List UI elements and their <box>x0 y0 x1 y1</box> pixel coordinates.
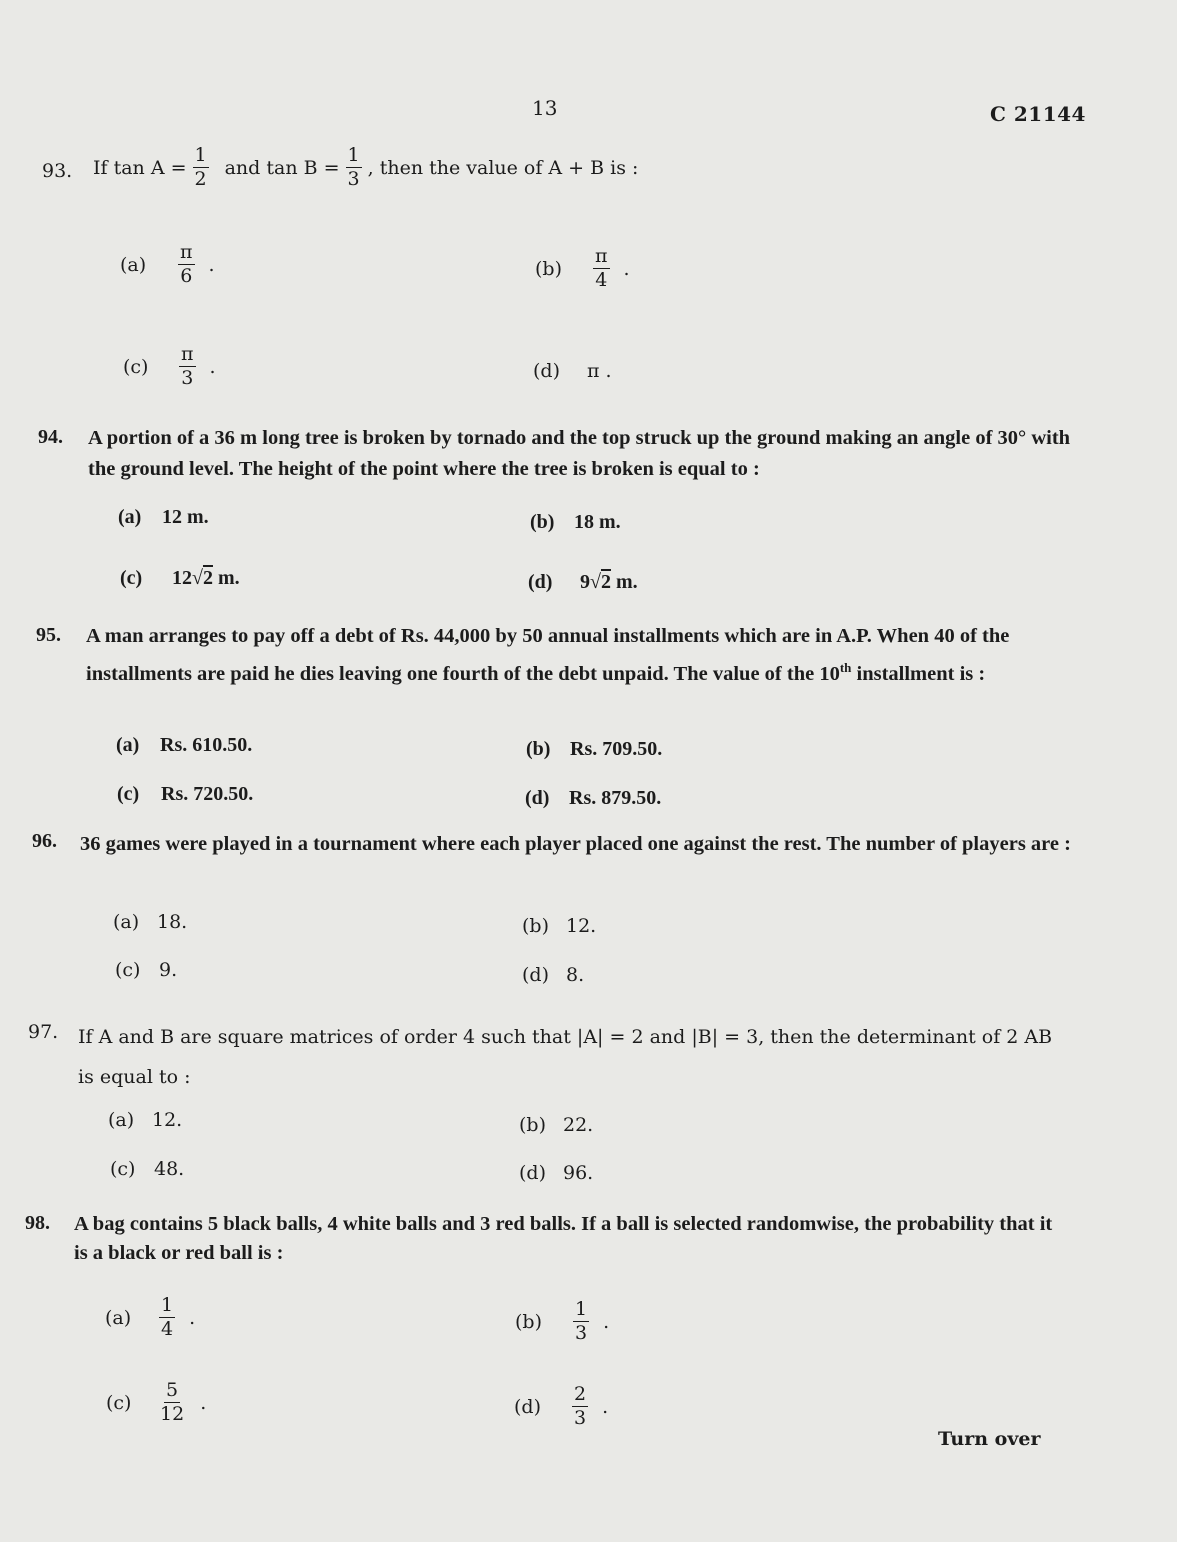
q93-part1: If tan A = <box>93 156 187 179</box>
question-number-95: 95. <box>36 624 61 646</box>
q93-option-d[interactable]: (d) π . <box>533 360 612 382</box>
q97-option-d[interactable]: (d) 96. <box>519 1162 594 1184</box>
q98-option-c[interactable]: (c) $\frac{5}{12}$ . <box>106 1379 207 1425</box>
page-number: 13 <box>532 96 558 120</box>
q94-option-a[interactable]: (a) 12 m. <box>118 506 209 528</box>
q98-option-a[interactable]: (a) $\frac{1}{4}$ . <box>105 1294 196 1340</box>
q95-option-c[interactable]: (c) Rs. 720.50. <box>117 783 254 805</box>
question-97-text: If A and B are square matrices of order 4 such that |A| = 2 and |B| = 3, then the determinant of 2 AB is equal to : <box>78 1026 1053 1088</box>
q97-option-b[interactable]: (b) 22. <box>519 1114 594 1136</box>
question-number-97: 97. <box>28 1021 59 1043</box>
q98-option-b[interactable]: (b) $\frac{1}{3}$ . <box>515 1298 610 1344</box>
q94-option-d[interactable]: (d) 9√2 m. <box>528 571 638 593</box>
q93-option-b[interactable]: (b) $\frac{\pi}{4}$ . <box>535 245 630 291</box>
q96-option-d[interactable]: (d) 8. <box>522 964 585 986</box>
q97-option-a[interactable]: (a) 12. <box>108 1109 183 1131</box>
q93-option-a[interactable]: (a) $\frac{\pi}{6}$ . <box>120 241 215 287</box>
q95-option-d[interactable]: (d) Rs. 879.50. <box>525 787 662 809</box>
question-number-94: 94. <box>38 426 63 448</box>
question-number-93: 93. <box>42 160 73 182</box>
q95-option-a[interactable]: (a) Rs. 610.50. <box>116 734 253 756</box>
q93-frac-a: $\frac{1}{2}$ <box>194 144 207 190</box>
question-93-text <box>93 146 638 189</box>
q96-option-c[interactable]: (c) 9. <box>115 959 178 981</box>
q93-option-c[interactable]: (c) $\frac{\pi}{3}$ . <box>123 343 216 389</box>
q94-option-b[interactable]: (b) 18 m. <box>530 511 621 533</box>
question-98-text: A bag contains 5 black balls, 4 white balls and 3 red balls. If a ball is selected randomwise, the probability that it is a black or red ball is : <box>74 1213 1053 1264</box>
q93-frac-b: $\frac{1}{3}$ <box>347 144 360 190</box>
q93-part3: , then the value of A + B is : <box>367 156 639 179</box>
q94-option-c[interactable]: (c) 12√2 m. <box>120 567 240 589</box>
question-number-96: 96. <box>32 830 57 852</box>
question-number-98: 98. <box>25 1212 50 1234</box>
q97-option-c[interactable]: (c) 48. <box>110 1158 185 1180</box>
q95-option-b[interactable]: (b) Rs. 709.50. <box>526 738 663 760</box>
q93-part2: and tan B = <box>224 156 340 179</box>
question-96-text: 36 games were played in a tournament where each player placed one against the rest. The number of players are : <box>80 833 1071 855</box>
q98-option-d[interactable]: (d) $\frac{2}{3}$ . <box>514 1383 609 1429</box>
turn-over-label: Turn over <box>938 1428 1041 1450</box>
question-95-text: A man arranges to pay off a debt of Rs. 44,000 by 50 annual installments which are in A.P. When 40 of the installments are paid he dies leaving one fourth of the debt unpaid. The value of the 10th installment is : <box>86 625 1010 685</box>
question-94-text: A portion of a 36 m long tree is broken by tornado and the top struck up the ground making an angle of 30° with the ground level. The height of the point where the tree is broken is equal to : <box>88 427 1071 480</box>
q96-option-b[interactable]: (b) 12. <box>522 915 597 937</box>
q96-option-a[interactable]: (a) 18. <box>113 911 188 933</box>
paper-code: C 21144 <box>990 102 1086 126</box>
